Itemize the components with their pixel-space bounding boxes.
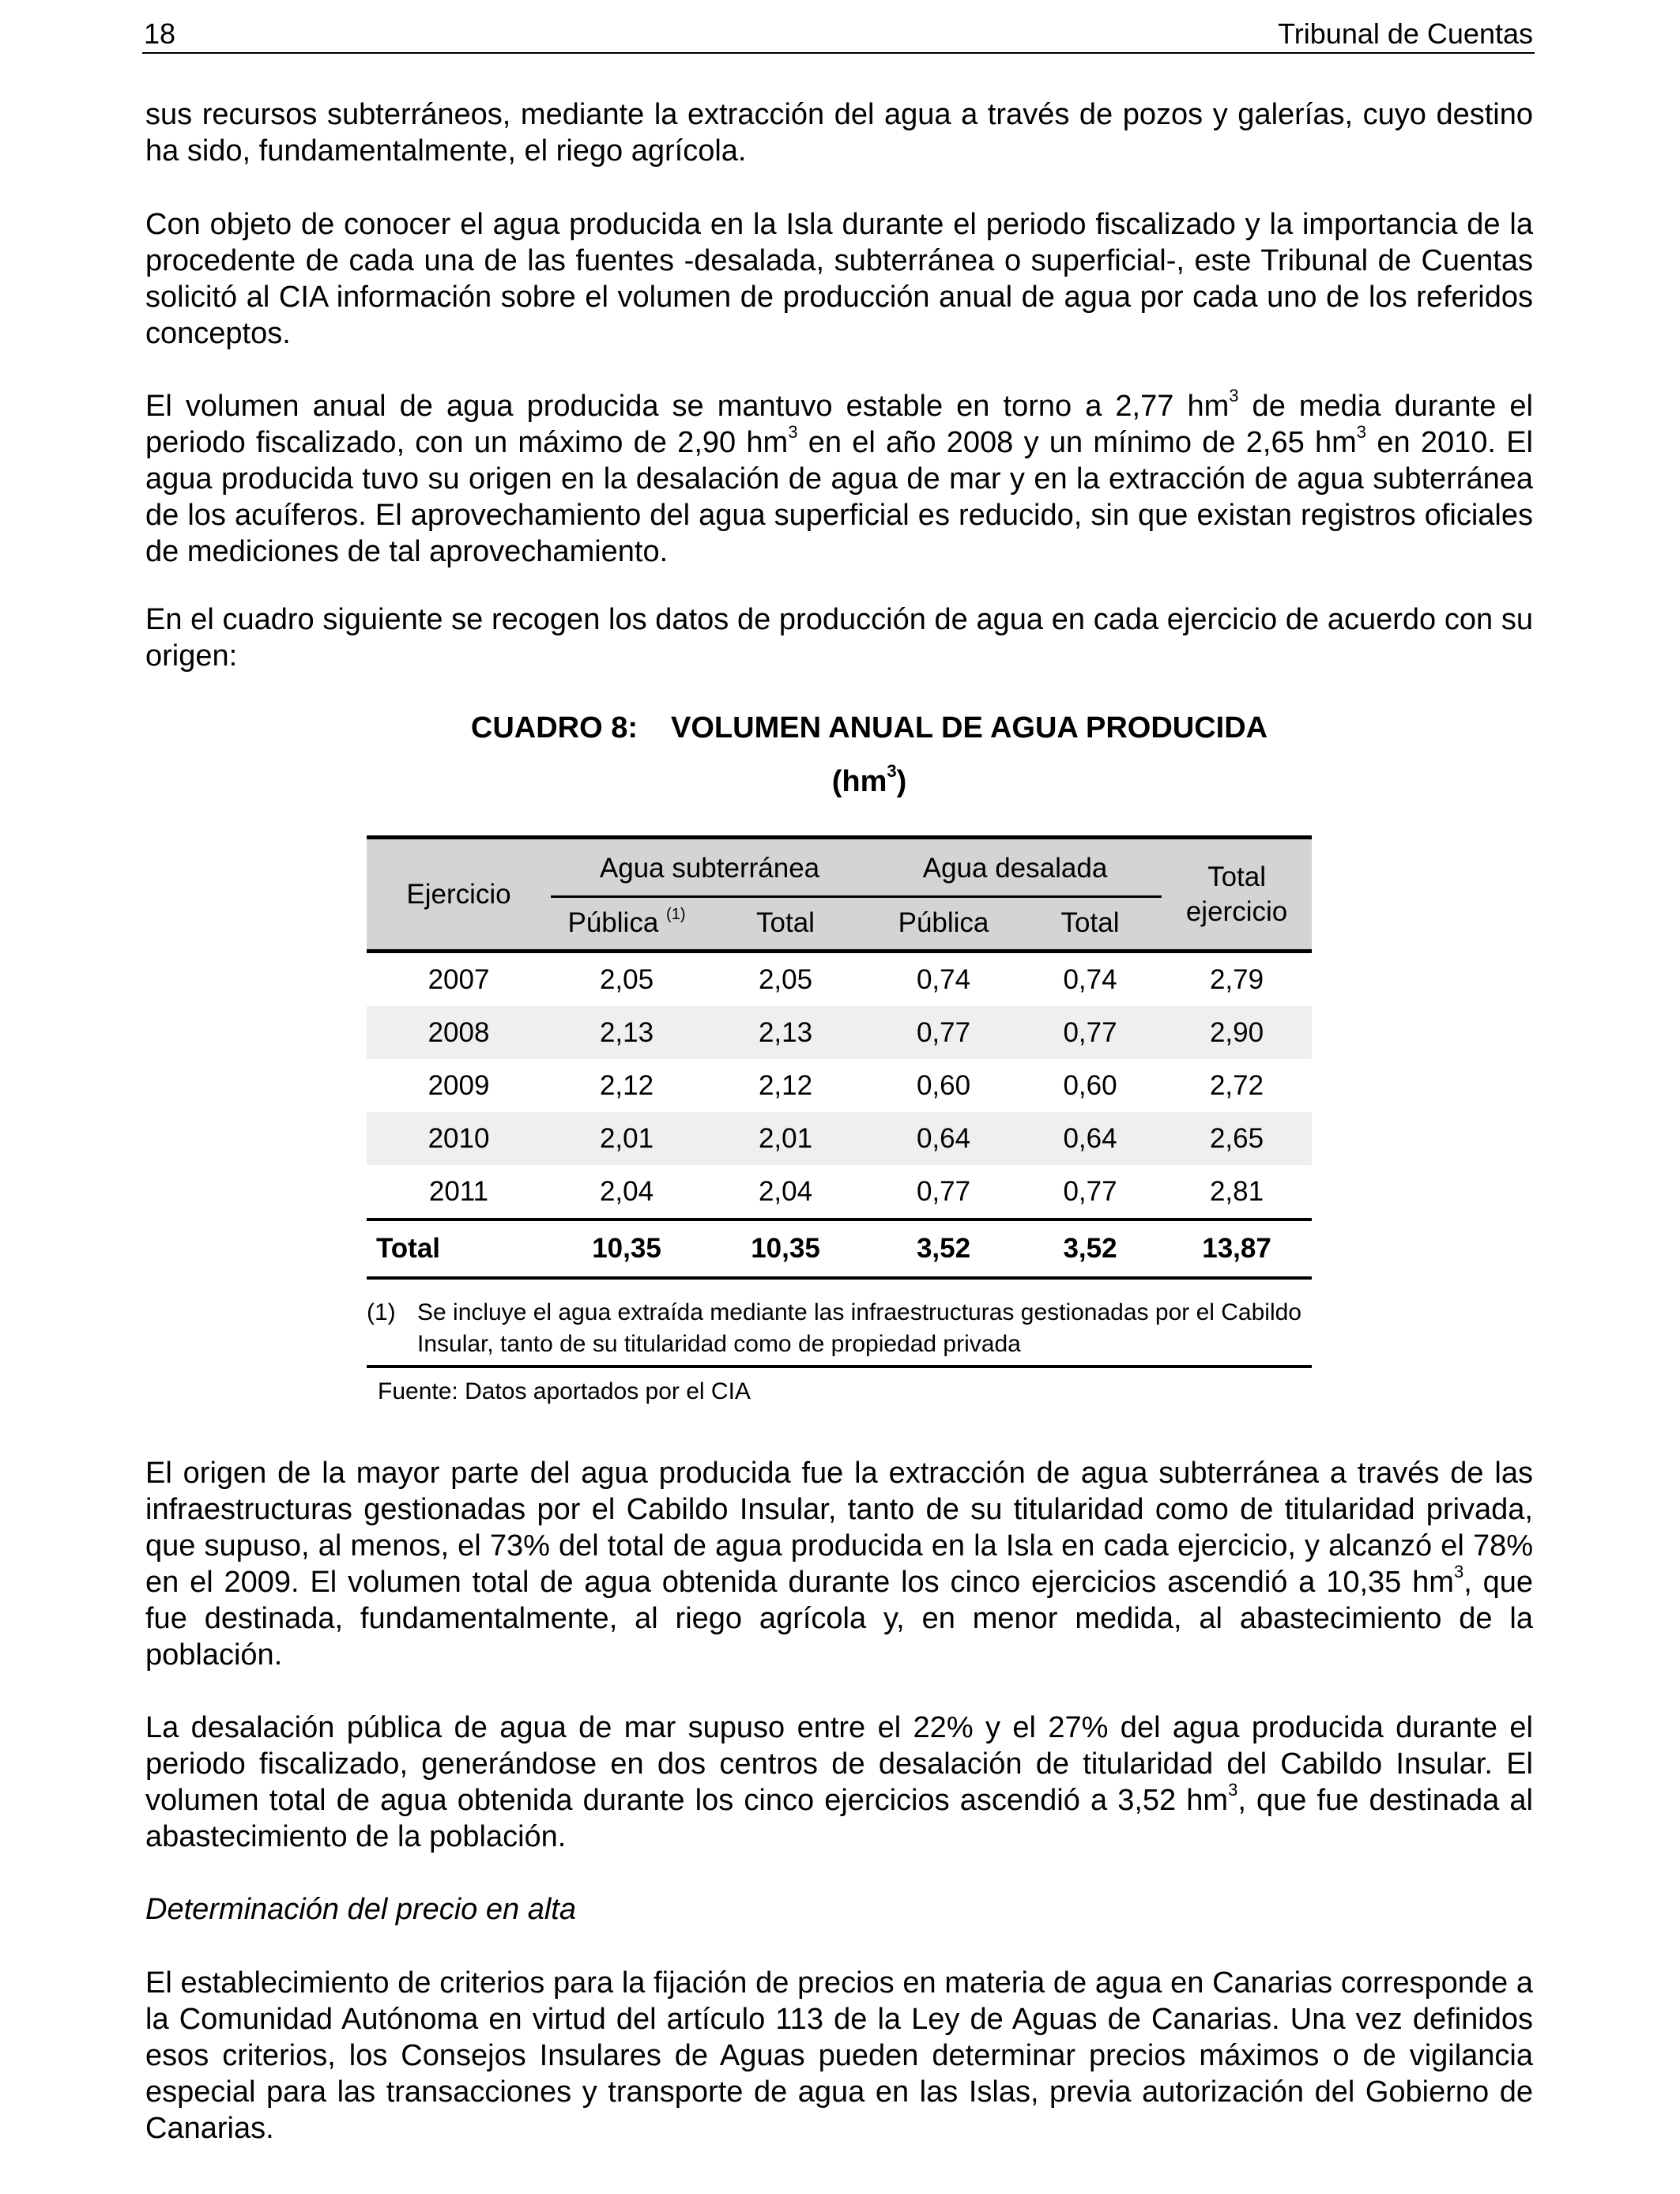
col-header-sub-publica: Pública $^{(1)}$	[551, 898, 703, 952]
footnote-text: Se incluye el agua extraída mediante las infraestructuras gestionadas por el Cabildo Insular, tanto de su titularidad como de propiedad privada	[417, 1299, 1301, 1357]
col-header-total-ejercicio: Total ejercicio	[1162, 838, 1312, 952]
cuadro-heading: VOLUMEN ANUAL DE AGUA PRODUCIDA	[671, 711, 1268, 745]
col-header-sub-total: Total	[703, 898, 868, 952]
cuadro-unit: $(hm^3)$	[831, 761, 907, 798]
table-source: Fuente: Datos aportados por el CIA	[378, 1378, 751, 1404]
table-total-row: Total 10,35 10,35 3,52 3,52 13,87	[367, 1220, 1312, 1278]
col-header-des-total: Total	[1019, 898, 1162, 952]
paragraph-5: El origen de la mayor parte del agua producida fue la extracción de agua subterránea a través de las infraestructuras gestionadas por el Cabildo Insular, tanto de su titularidad como de titularidad privada, que supuso, al menos, el 73% del total de agua producida en la Isla en cada ejercicio, y alcanzó el 78% en el 2009. El volumen total de agua obtenida durante los cinco ejercicios ascendió a 10,35 $hm^3$, que fue destinada, fundamentalmente, al riego agrícola y, en menor medida, al abastecimiento de la población.	[145, 1457, 1533, 1672]
footnote-number: (1)	[367, 1299, 396, 1325]
paragraph-8: El establecimiento de criterios para la fijación de precios en materia de agua en Canarias corresponde a la Comunidad Autónoma en virtud del artículo 113 de la Ley de Aguas de Canarias. Una vez definidos esos criterios, los Consejos Insulares de Aguas pueden determinar precios máximos o de vigilancia especial para las transacciones y transporte de agua en las Islas, previa autorización del Gobierno de Canarias.	[145, 1966, 1533, 2145]
table-row: 2009 2,12 2,12 0,60 0,60 2,72	[428, 1069, 1264, 1101]
col-header-des-publica: Pública	[868, 898, 1019, 952]
section-heading: Determinación del precio en alta	[145, 1893, 576, 1926]
paragraph-2: Con objeto de conocer el agua producida en la Isla durante el periodo fiscalizado y la importancia de la procedente de cada una de las fuentes -desalada, subterránea o superficial-, este Tribunal de Cuentas solicitó al CIA información sobre el volumen de producción anual de agua por cada uno de los referidos conceptos.	[145, 208, 1533, 350]
page-header	[142, 17, 1535, 54]
page-number: 18	[144, 17, 176, 50]
paragraph-3: El volumen anual de agua producida se mantuvo estable en torno a 2,77 $hm^3$ de media durante el periodo fiscalizado, con un máximo de 2,90 $hm^3$ en el año 2008 y un mínimo de 2,65 $hm^3$ en 2010. El agua producida tuvo su origen en la desalación de agua de mar y en la extracción de agua subterránea de los acuíferos. El aprovechamiento del agua superficial es reducido, sin que existan registros oficiales de mediciones de tal aprovechamiento.	[145, 386, 1534, 568]
table-row: 2010 2,01 2,01 0,64 0,64 2,65	[367, 1112, 1312, 1165]
paragraph-6: La desalación pública de agua de mar supuso entre el 22% y el 27% del agua producida durante el periodo fiscalizado, generándose en dos centros de desalación de titularidad del Cabildo Insular. El volumen total de agua obtenida durante los cinco ejercicios ascendió a 3,52 $hm^3$, que fue destinada al abastecimiento de la población.	[145, 1711, 1533, 1853]
table-row: 2011 2,04 2,04 0,77 0,77 2,81	[428, 1175, 1264, 1207]
col-group-desalada: Agua desalada	[868, 838, 1162, 898]
header-organization: Tribunal de Cuentas	[1278, 17, 1533, 50]
col-header-ejercicio: Ejercicio	[367, 838, 551, 952]
cuadro-label: CUADRO 8:	[470, 711, 638, 745]
table-row: 2008 2,13 2,13 0,77 0,77 2,90	[367, 1006, 1312, 1059]
table-row: 2007 2,05 2,05 0,74 0,74 2,79	[428, 963, 1264, 995]
footnote-ref: (1)	[666, 905, 686, 923]
paragraph-1: sus recursos subterráneos, mediante la extracción del agua a través de pozos y galerías, cuyo destino ha sido, fundamentalmente, el riego agrícola.	[145, 98, 1533, 168]
col-group-subterranea: Agua subterránea	[551, 838, 868, 898]
water-production-table	[367, 835, 1312, 1280]
paragraph-4: En el cuadro siguiente se recogen los datos de producción de agua en cada ejercicio de acuerdo con su origen:	[145, 603, 1533, 673]
cuadro-title	[363, 710, 1375, 746]
table-footnote	[367, 1294, 1312, 1368]
